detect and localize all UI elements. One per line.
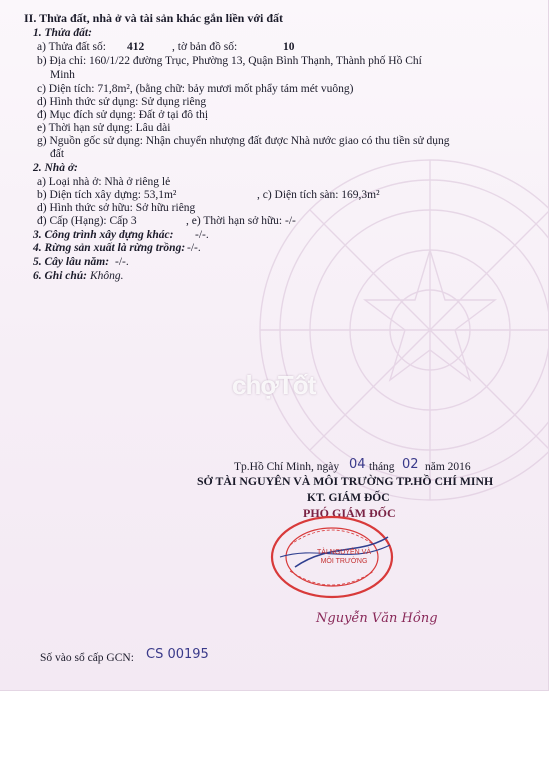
register-label: Số vào sổ cấp GCN:: [40, 652, 134, 664]
brand-watermark: chợTốt: [232, 370, 316, 400]
signer-name: Nguyễn Văn Hồng: [316, 611, 438, 626]
perennial-label: 5. Cây lâu năm:: [33, 256, 110, 268]
other-works-value: -/-.: [195, 229, 209, 241]
land-plot-number: 412: [127, 41, 145, 53]
section-title: II. Thửa đất, nhà ở và tài sản khác gắn liền với đất: [24, 11, 284, 25]
director-title: KT. GIÁM ĐỐC: [307, 492, 390, 504]
house-floor-area: , c) Diện tích sàn: 169,3m²: [257, 189, 380, 201]
agency-name: SỞ TÀI NGUYÊN VÀ MÔI TRƯỜNG TP.HỒ CHÍ MINH: [197, 474, 494, 488]
land-origin: g) Nguồn gốc sử dụng: Nhận chuyển nhượng đất được Nhà nước giao có thu tiền sử dụng: [37, 135, 450, 147]
land-plot-label: a) Thửa đất số:: [37, 41, 106, 53]
forest-label: 4. Rừng sản xuất là rừng trồng:: [33, 242, 186, 254]
house-grade: đ) Cấp (Hạng): Cấp 3: [37, 215, 137, 227]
date-prefix: Tp.Hồ Chí Minh, ngày: [234, 461, 340, 473]
other-works-label: 3. Công trình xây dựng khác:: [33, 229, 174, 241]
perennial-value: -/-.: [115, 256, 129, 268]
house-ownership-term: , e) Thời hạn sở hữu: -/-: [186, 215, 296, 227]
note-label: 6. Ghi chú:: [33, 270, 87, 282]
land-use-purpose: đ) Mục đích sử dụng: Đất ở tại đô thị: [37, 109, 209, 121]
map-sheet-number: 10: [283, 41, 295, 53]
house-ownership: d) Hình thức sở hữu: Sở hữu riêng: [37, 202, 196, 214]
date-month-label: tháng: [369, 461, 395, 473]
land-origin-cont: đất: [50, 148, 65, 160]
house-build-area: b) Diện tích xây dựng: 53,1m²: [37, 189, 177, 201]
land-use-term: e) Thời hạn sử dụng: Lâu dài: [37, 122, 171, 134]
stamp-text: TÀI NGUYÊN VÀ MÔI TRƯỜNG: [316, 549, 372, 565]
house-heading: 2. Nhà ở:: [33, 162, 78, 174]
deputy-title: PHÓ GIÁM ĐỐC: [303, 506, 396, 520]
date-day: 04: [349, 457, 366, 472]
land-address-cont: Minh: [50, 69, 75, 81]
land-address: b) Địa chỉ: 160/1/22 đường Trục, Phường 13, Quận Bình Thạnh, Thành phố Hồ Chí: [37, 55, 422, 67]
map-sheet-label: , tờ bản đồ số:: [172, 41, 238, 53]
land-heading: 1. Thửa đất:: [33, 27, 92, 39]
register-number: CS 00195: [146, 647, 209, 662]
land-use-form: d) Hình thức sử dụng: Sử dụng riêng: [37, 96, 207, 108]
forest-value: -/-.: [187, 242, 201, 254]
emblem-watermark-icon: [250, 150, 549, 510]
date-year: năm 2016: [425, 461, 471, 473]
date-month: 02: [402, 457, 419, 472]
land-area: c) Diện tích: 71,8m², (bằng chữ: bảy mươi mốt phẩy tám mét vuông): [37, 83, 354, 95]
note-value: Không.: [90, 270, 124, 282]
house-type: a) Loại nhà ở: Nhà ở riêng lẻ: [37, 176, 171, 188]
